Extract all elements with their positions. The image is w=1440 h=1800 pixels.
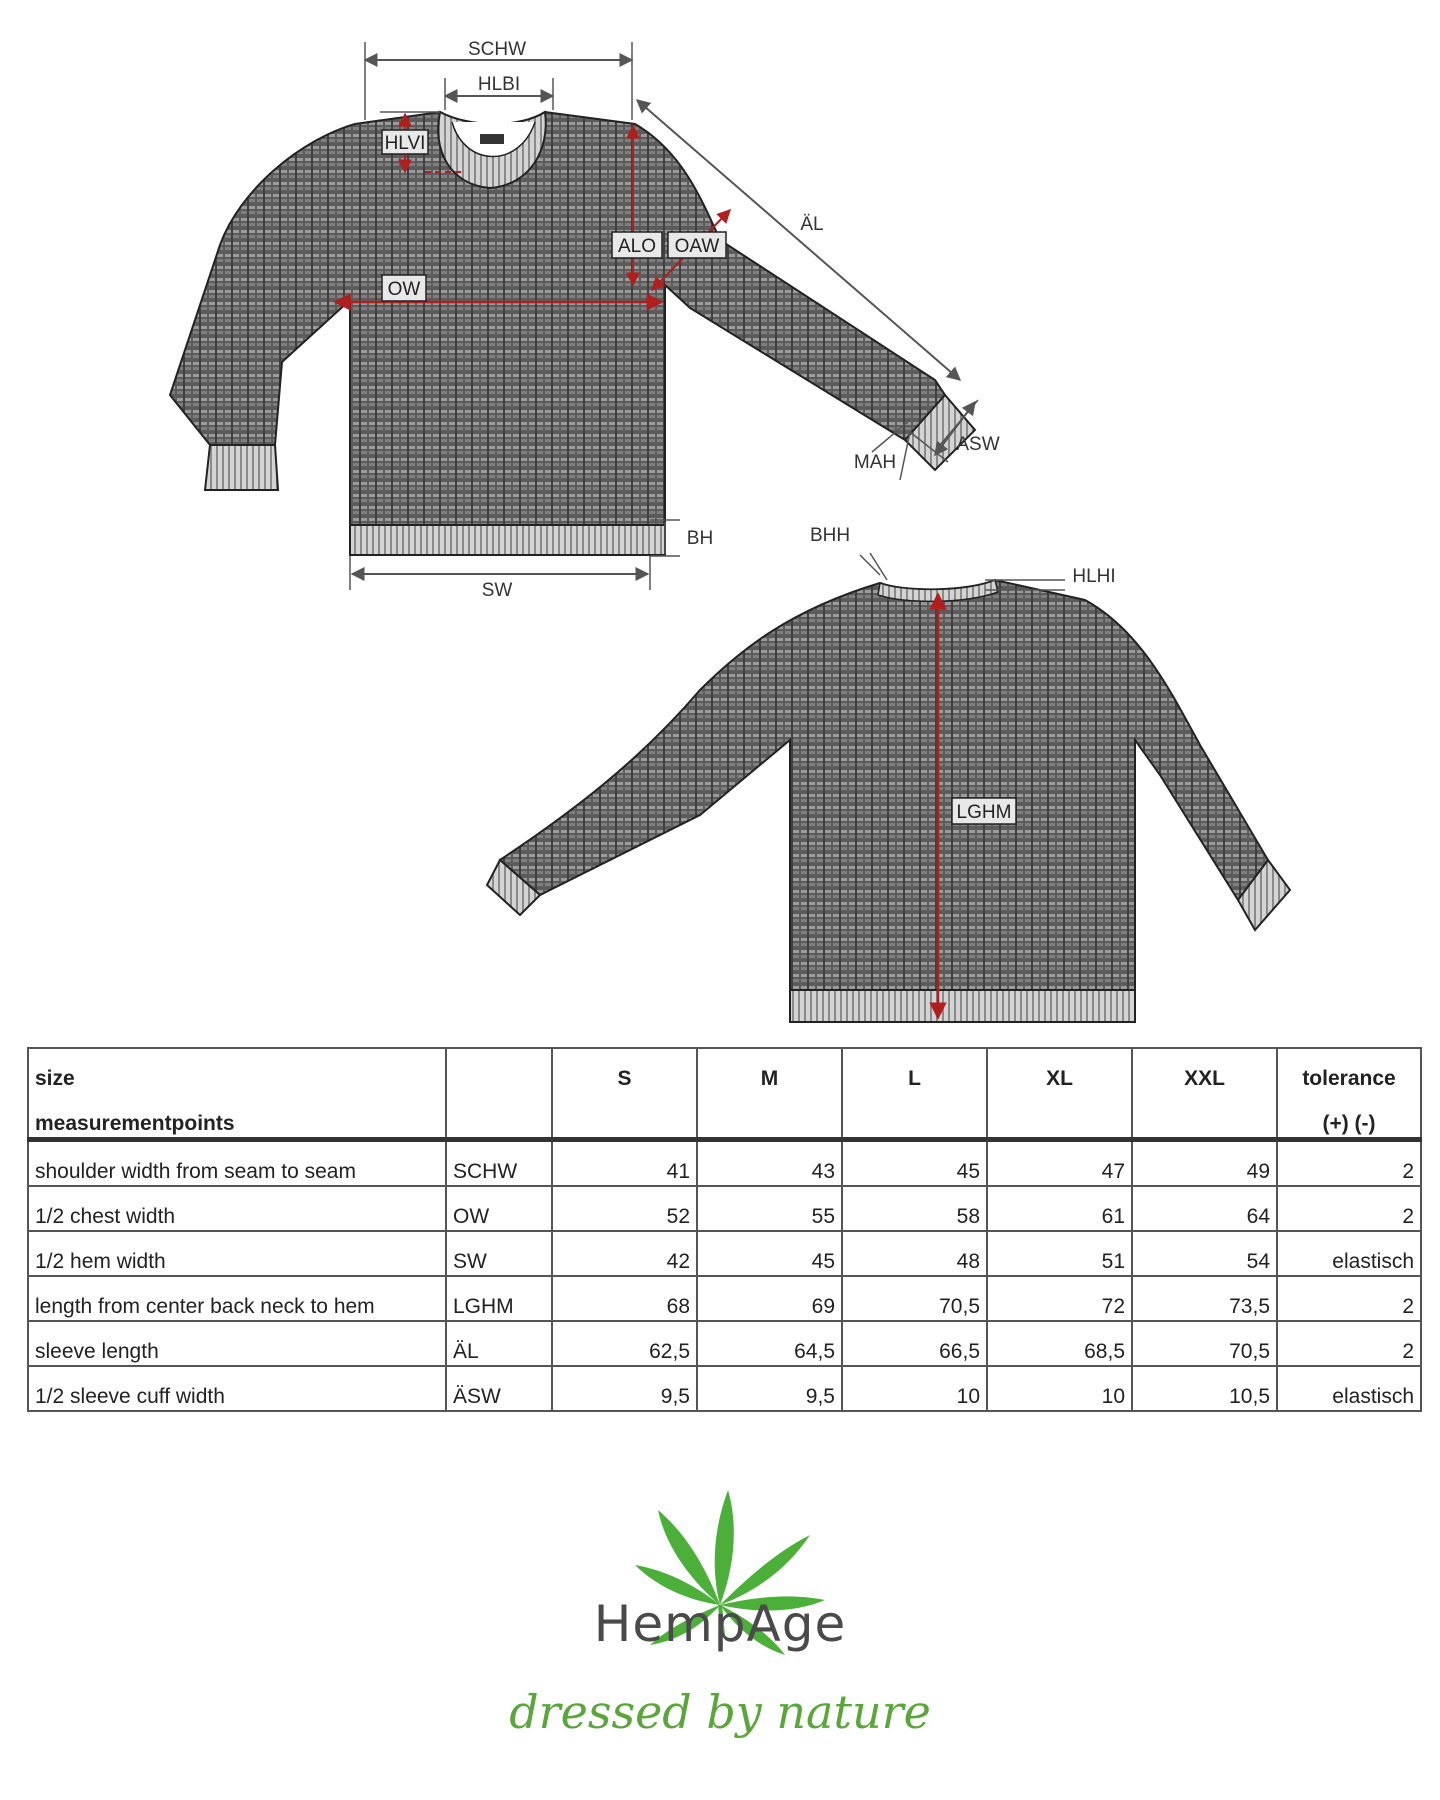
table-row [28,1321,1421,1366]
table-row [28,1276,1421,1321]
label-schw: SCHW [467,39,527,60]
measurement-value: 10 [842,1366,987,1411]
header-size-xl: XL [987,1048,1132,1092]
label-hlhi: HLHI [1072,566,1116,587]
table-row [28,1231,1421,1276]
measurement-tolerance: 2 [1277,1321,1421,1366]
label-bh: BH [686,528,714,549]
label-hlbi: HLBI [477,74,521,95]
measurement-value: 68,5 [987,1321,1132,1366]
measurement-value: 43 [697,1140,842,1187]
header-size-l: L [842,1048,987,1092]
header-tolerance: tolerance [1277,1048,1421,1092]
table-subheader-row [28,1092,1421,1140]
back-sweater [487,580,1290,1022]
back-hem-rib [790,990,1135,1022]
table-row [28,1140,1421,1187]
measurement-name: 1/2 sleeve cuff width [28,1366,446,1411]
measurement-value: 10,5 [1132,1366,1277,1411]
measurement-value: 73,5 [1132,1276,1277,1321]
measurement-tolerance: 2 [1277,1140,1421,1187]
back-sweater-body [500,580,1268,1000]
measurement-value: 45 [697,1231,842,1276]
measurement-code: SW [446,1231,552,1276]
front-sweater [170,112,975,555]
header-measurementpoints: measurementpoints [28,1092,446,1140]
brand-name: HempAge [593,1595,847,1653]
measurement-tolerance: 2 [1277,1276,1421,1321]
measurement-value: 42 [552,1231,697,1276]
measurement-code: OW [446,1186,552,1231]
measurement-value: 55 [697,1186,842,1231]
measurement-value: 68 [552,1276,697,1321]
label-al: ÄL [800,214,824,235]
measurement-code: ÄSW [446,1366,552,1411]
label-mah: MAH [853,452,897,473]
header-tolerance-sub: (+) (-) [1277,1092,1421,1140]
measurement-value: 47 [987,1140,1132,1187]
header-size-xxl: XXL [1132,1048,1277,1092]
measurement-value: 54 [1132,1231,1277,1276]
label-oaw: OAW [674,236,720,257]
measurement-value: 45 [842,1140,987,1187]
measurement-name: shoulder width from seam to seam [28,1140,446,1187]
front-hem-rib [350,525,665,555]
measurement-value: 41 [552,1140,697,1187]
label-alo: ALO [617,236,657,257]
label-ow: OW [387,279,421,300]
header-size-s: S [552,1048,697,1092]
measurement-name: 1/2 hem width [28,1231,446,1276]
measurement-code: SCHW [446,1140,552,1187]
table-row [28,1366,1421,1411]
measurement-value: 70,5 [1132,1321,1277,1366]
measurement-value: 70,5 [842,1276,987,1321]
measurement-tolerance: elastisch [1277,1231,1421,1276]
measurement-value: 64 [1132,1186,1277,1231]
measurement-code: ÄL [446,1321,552,1366]
measurement-value: 48 [842,1231,987,1276]
table-row [28,1186,1421,1231]
brand-tagline: dressed by nature [509,1685,931,1739]
measurement-value: 10 [987,1366,1132,1411]
measurement-value: 61 [987,1186,1132,1231]
measurement-value: 58 [842,1186,987,1231]
measurement-value: 69 [697,1276,842,1321]
front-sweater-body [170,112,945,540]
measurement-value: 62,5 [552,1321,697,1366]
measurement-name: sleeve length [28,1321,446,1366]
label-lghm: LGHM [956,802,1012,823]
measurement-name: length from center back neck to hem [28,1276,446,1321]
header-size-m: M [697,1048,842,1092]
measurement-value: 52 [552,1186,697,1231]
size-chart-table [27,1047,1422,1412]
measurement-value: 49 [1132,1140,1277,1187]
measurement-tolerance: elastisch [1277,1366,1421,1411]
label-hlvi: HLVI [384,133,426,154]
measurement-code: LGHM [446,1276,552,1321]
label-asw: ASW [956,434,1000,455]
measurement-tolerance: 2 [1277,1186,1421,1231]
measurement-value: 9,5 [552,1366,697,1411]
measurement-value: 51 [987,1231,1132,1276]
header-size: size [28,1048,446,1092]
label-sw: SW [481,580,513,601]
measurement-value: 9,5 [697,1366,842,1411]
measurement-value: 72 [987,1276,1132,1321]
label-bhh: BHH [809,525,851,546]
measurement-value: 66,5 [842,1321,987,1366]
measurement-value: 64,5 [697,1321,842,1366]
measurement-name: 1/2 chest width [28,1186,446,1231]
front-left-cuff [205,445,278,490]
table-header-row [28,1048,1421,1092]
